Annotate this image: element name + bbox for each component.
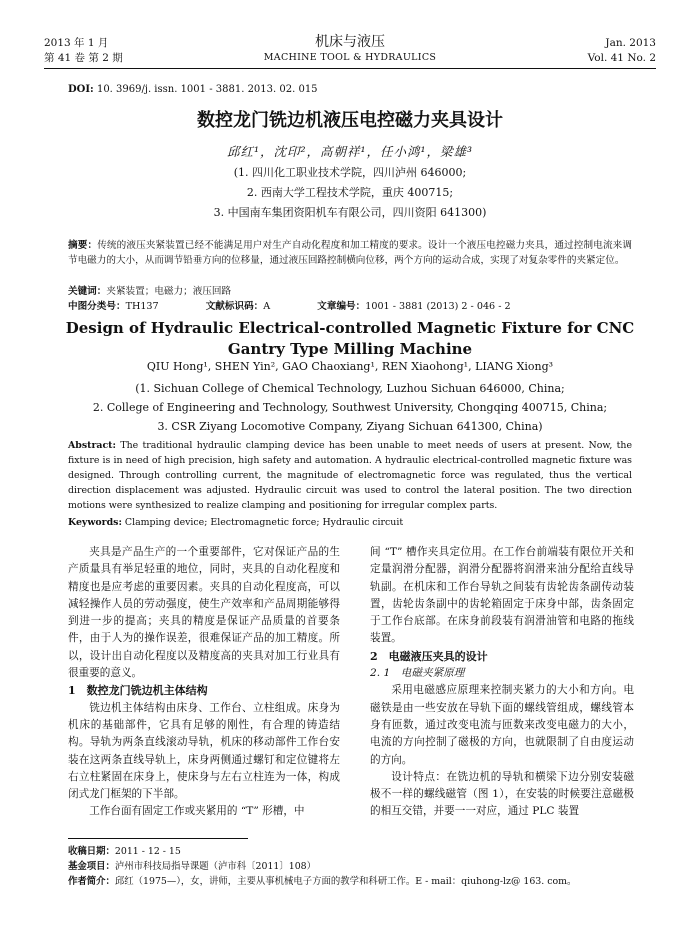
header-right (588, 36, 656, 66)
footnote-rule (68, 838, 248, 839)
abstract-en-text: The traditional hydraulic clamping device has been unable to meet needs of users at present. Now, the fixture is in need of high precision, high safety and automation. A hydraulic electrical-controlled magnetic fixture was designed. Through controlling current, the magnitude of electromagnetic force was regulated, thus the vertical direction displacement was adjusted. Hydraulic circuit was used to control the lateral position. The two direction motions were synthesized to realize clamping and positioning for irregular complex parts. (68, 440, 632, 511)
keywords-en (68, 517, 403, 528)
journal-name-cn: 机床与液压 (315, 34, 385, 50)
doi-label: DOI: (68, 84, 94, 95)
header-date-en: Jan. 2013 (605, 37, 656, 49)
classification-cn (68, 298, 555, 312)
footnote-author (68, 874, 638, 889)
fund-label: 基金项目： (68, 861, 115, 872)
title-cn: 数控龙门铣边机液压电控磁力夹具设计 (197, 110, 503, 131)
body-paragraph: 铣边机主体结构由床身、工作台、立柱组成。床身为机床的基础部件，它具有足够的刚性，有合理的铸造结构。导轨为两条直线滚动导轨，机床的移动部件工作台安装在这两条直线导轨上，床身两侧通过螺钉和定位键将左右立柱紧固在床身上，使床身与左右立柱连为一体，构成闭式龙门框架的下半部。 (68, 701, 340, 801)
abstract-cn-text: 传统的液压夹紧装置已经不能满足用户对生产自动化程度和加工精度的要求。设计一个液压电控磁力夹具，通过控制电流来调节电磁力的大小，从而调节铅垂方向的位移量，通过液压回路控制横向位移，两个方向的运动合成，实现了对复杂零件的夹紧定位。 (68, 240, 633, 266)
affiliation-cn-3: 3. 中国南车集团资阳机车有限公司，四川资阳 641300) (213, 206, 487, 219)
keywords-en-text: Clamping device; Electromagnetic force; Hydraulic circuit (124, 517, 404, 528)
affiliation-cn-2: 2. 西南大学工程技术学院，重庆 400715; (246, 186, 454, 199)
author-bio-label: 作者简介： (68, 876, 115, 887)
abstract-en-label: Abstract: (68, 440, 116, 451)
keywords-cn-label: 关键词： (68, 286, 107, 297)
author-bio-text: 邱红（1975—），女，讲师，主要从事机械电子方面的教学和科研工作。E - mail：qiuhong-lz@ 163. com。 (114, 876, 577, 887)
footnotes (68, 844, 638, 889)
received-label: 收稿日期： (68, 846, 115, 857)
authors-cn: 邱红¹，沈印²，高朝祥¹，任小鸿¹，梁雄³ (226, 144, 474, 159)
authors-en: QIU Hong¹, SHEN Yin², GAO Chaoxiang¹, REN Xiaohong¹, LIANG Xiong³ (146, 360, 554, 373)
doc-code-label: 文献标识码： (205, 301, 264, 312)
header-volume-en: Vol. 41 No. 2 (587, 52, 656, 64)
journal-name-en: MACHINE TOOL & HYDRAULICS (263, 52, 437, 63)
header-volume-cn: 第 41 卷 第 2 期 (44, 52, 123, 64)
section-heading-2: 2 电磁液压夹具的设计 (370, 649, 488, 663)
body-paragraph: 间 “T” 槽作夹具定位用。在工作台前端装有限位开关和定量润滑分配器，润滑分配器将润滑来油分配给直线导轨副。在机床和工作台导轨之间装有齿轮齿条副传动装置，齿轮齿条副中的齿轮箱固定于床身中部，齿条固定于工作台底部。在床身前段装有润滑油管和电路的拖线装置。 (370, 546, 634, 645)
body-column-left (68, 544, 340, 821)
clc-value: TH137 (125, 301, 159, 312)
keywords-cn-text: 夹紧装置；电磁力；液压回路 (106, 286, 232, 297)
affiliation-en-1: (1. Sichuan College of Chemical Technology, Luzhou Sichuan 646000, China; (135, 382, 565, 395)
fund-text: 泸州市科技局指导课题（泸市科〔2011〕108） (114, 861, 317, 872)
doi-line (68, 84, 318, 95)
doi-value: 10. 3969/j. issn. 1001 - 3881. 2013. 02. 015 (96, 84, 318, 95)
article-number-label: 文章编号： (317, 301, 366, 312)
body-paragraph: 设计特点：在铣边机的导轨和横梁下边分别安装磁极不一样的螺线磁管（图 1），在安装的时候要注意磁极的相互交错，并要一一对应，通过 PLC 装置 (370, 770, 634, 818)
received-date: 2011 - 12 - 15 (114, 846, 181, 857)
doc-code-value: A (263, 301, 271, 312)
footnote-fund (68, 859, 638, 874)
section-heading-1: 1 数控龙门铣边机主体结构 (68, 684, 208, 698)
body-paragraph: 采用电磁感应原理来控制夹紧力的大小和方向。电磁铁是由一些安放在导轨下面的螺线管组成，螺线管本身有匝数，通过改变电流与匝数来改变电磁力的大小，电流的方向控制了磁极的方向，也就限制了自由度运动的方向。 (370, 684, 634, 766)
header-rule (44, 68, 656, 69)
body-paragraph: 工作台面有固定工作或夹紧用的 “T” 形槽，中 (89, 805, 305, 818)
body-column-right (370, 544, 634, 821)
clc-label: 中图分类号： (68, 301, 126, 312)
abstract-cn-label: 摘要： (68, 240, 98, 251)
abstract-en (68, 438, 632, 513)
header-date-cn: 2013 年 1 月 (44, 37, 109, 49)
keywords-cn (68, 283, 231, 297)
keywords-en-label: Keywords: (68, 517, 122, 528)
article-number-value: 1001 - 3881 (2013) 2 - 046 - 2 (365, 301, 511, 312)
affiliation-cn-1: (1. 四川化工职业技术学院，四川泸州 646000; (233, 166, 467, 179)
title-en: Design of Hydraulic Electrical-controlled Magnetic Fixture for CNC Gantry Type Milling Machine (65, 319, 635, 358)
affiliation-en-3: 3. CSR Ziyang Locomotive Company, Ziyang Sichuan 641300, China) (157, 420, 543, 433)
footnote-received (68, 844, 638, 859)
body-paragraph: 夹具是产品生产的一个重要部件，它对保证产品的生产质量具有举足轻重的地位，同时，夹具的自动化程度和精度也是应考虑的重要因素。夹具的自动化程度高，可以减轻操作人员的劳动强度，使生产效率和产品周期能够得到进一步的提高；夹具的精度是保证产品质量的首要条件，由于人为的操作误差，很难保证产品的加工精度。所以，设计出自动化程度以及精度高的夹具对加工行业具有很重要的意义。 (68, 546, 340, 680)
affiliation-en-2: 2. College of Engineering and Technology, Southwest University, Chongqing 400715, China; (92, 401, 608, 414)
subsection-heading-2-1: 2. 1 电磁夹紧原理 (370, 667, 465, 680)
abstract-cn (68, 238, 632, 268)
